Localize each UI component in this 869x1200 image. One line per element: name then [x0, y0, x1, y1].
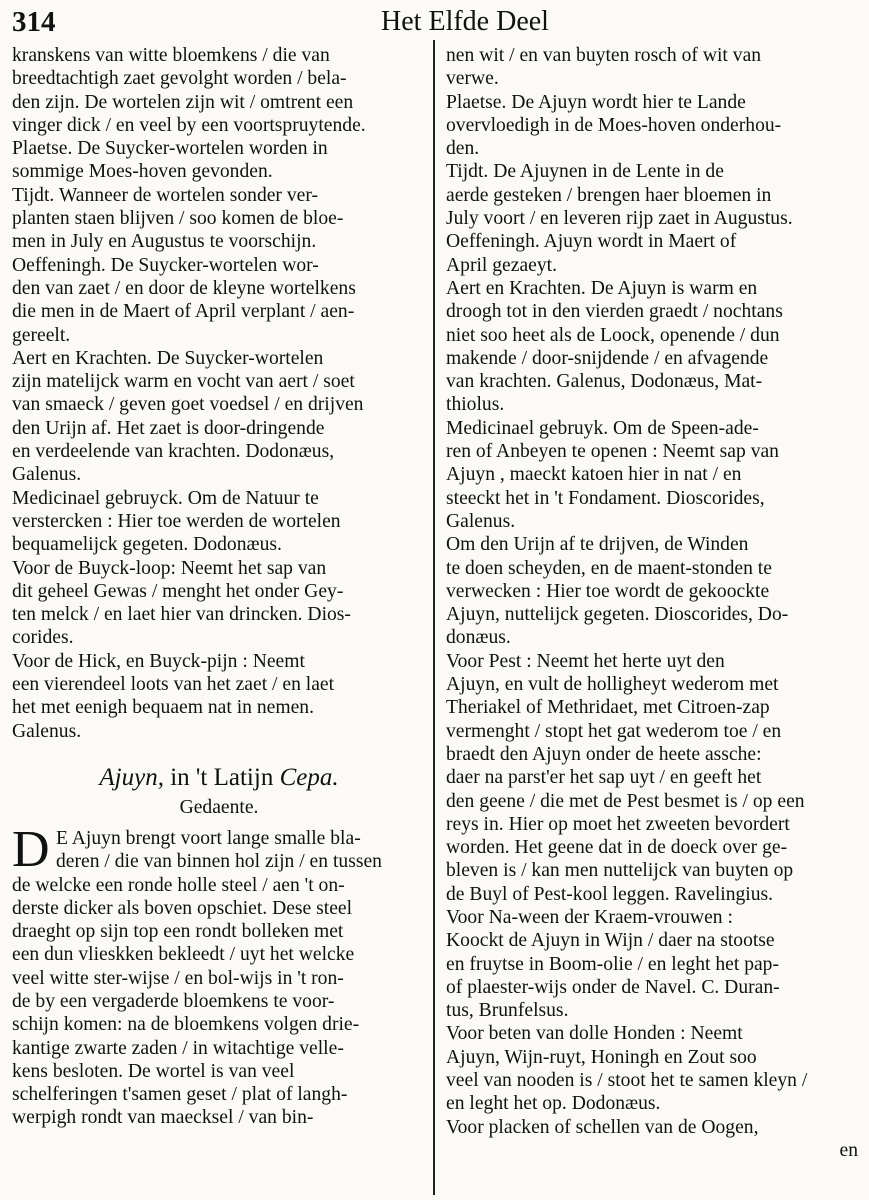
- text-line: de welcke een ronde holle steel / aen 't on-: [12, 874, 345, 896]
- text-line: verstercken : Hier toe werden de wortelen: [12, 510, 341, 532]
- right-column: [446, 44, 858, 1194]
- left-column-text: [12, 44, 426, 743]
- text-line: verwecken : Hier toe wordt de gekoockte: [446, 580, 770, 602]
- running-title: Het Elfde Deel: [381, 6, 549, 37]
- text-line: E Ajuyn brengt voort lange smalle bla-: [56, 827, 361, 849]
- text-line: den Urijn af. Het zaet is door-dringende: [12, 417, 325, 439]
- text-line: den geene / die met de Pest besmet is / op een: [446, 790, 805, 812]
- text-line: men in July en Augustus te voorschijn.: [12, 231, 317, 253]
- text-line: Voor Pest : Neemt het herte uyt den: [446, 650, 725, 672]
- text-line: Oeffeningh. De Suycker-wortelen wor-: [12, 254, 319, 276]
- text-line: daer na parst'er het sap uyt / en geeft het: [446, 767, 762, 789]
- text-line: Voor Na-ween der Kraem-vrouwen :: [446, 906, 733, 928]
- text-line: planten staen blijven / soo komen de bloe-: [12, 208, 344, 230]
- page-header: [0, 6, 869, 42]
- text-line: het met eenigh bequaem nat in nemen.: [12, 697, 314, 719]
- text-line: donæus.: [446, 627, 511, 649]
- text-line: deren / die van binnen hol zijn / en tussen: [56, 851, 382, 873]
- text-line: Ajuyn, en vult de holligheyt wederom met: [446, 674, 779, 696]
- section-heading-name: Ajuyn,: [99, 763, 164, 791]
- section-heading-mid: in 't Latijn: [163, 763, 280, 791]
- text-line: niet soo heet als de Loock, openende / dun: [446, 324, 780, 346]
- text-line: die men in de Maert of April verplant / aen-: [12, 301, 355, 323]
- right-column-text: [446, 44, 858, 1139]
- text-line: droogh tot in den vierden graedt / nochtans: [446, 301, 783, 323]
- text-line: Koockt de Ajuyn in Wijn / daer na stootse: [446, 930, 775, 952]
- text-line: gereelt.: [12, 324, 71, 346]
- text-line: Galenus.: [12, 720, 82, 742]
- text-line: een dun vlieskken bekleedt / uyt het welcke: [12, 944, 355, 966]
- section-heading: [12, 761, 426, 795]
- text-line: breedtachtigh zaet gevolght worden / bela-: [12, 68, 347, 90]
- text-line: den van zaet / en door de kleyne wortelkens: [12, 277, 356, 299]
- text-line: van smaeck / geven goet voedsel / en drijven: [12, 394, 364, 416]
- text-line: Aert en Krachten. De Suycker-wortelen: [12, 347, 324, 369]
- text-line: draeght op sijn top een rondt bolleken met: [12, 921, 344, 943]
- dropcap-paragraph: [12, 820, 426, 1130]
- text-line: worden. Het geene dat in de doeck over ge-: [446, 837, 788, 859]
- text-line: April gezaeyt.: [446, 254, 557, 276]
- text-line: sommige Moes-hoven gevonden.: [12, 161, 273, 183]
- text-line: Tijdt. De Ajuynen in de Lente in de: [446, 161, 724, 183]
- text-line: kranskens van witte bloemkens / die van: [12, 45, 330, 66]
- text-line: kantige zwarte zaden / in witachtige velle-: [12, 1037, 344, 1059]
- text-line: vermenght / stopt het gat wederom toe / en: [446, 720, 782, 742]
- text-line: Aert en Krachten. De Ajuyn is warm en: [446, 277, 758, 299]
- drop-capital: D: [12, 820, 50, 878]
- text-line: Medicinael gebruyk. Om de Speen-ade-: [446, 417, 759, 439]
- text-line: en fruytse in Boom-olie / en leght het pap-: [446, 953, 780, 975]
- text-line: Voor de Buyck-loop: Neemt het sap van: [12, 557, 327, 579]
- text-line: schelferingen t'samen geset / plat of langh-: [12, 1084, 348, 1106]
- text-line: schijn komen: na de bloemkens volgen drie-: [12, 1014, 360, 1036]
- text-line: nen wit / en van buyten rosch of wit van: [446, 45, 762, 66]
- text-line: corides.: [12, 627, 74, 649]
- text-line: veel witte ster-wijse / en bol-wijs in 't ron-: [12, 967, 344, 989]
- text-line: Medicinael gebruyck. Om de Natuur te: [12, 487, 319, 509]
- text-line: Theriakel of Methridaet, met Citroen-zap: [446, 697, 770, 719]
- text-line: dit geheel Gewas / menght het onder Gey-: [12, 580, 344, 602]
- left-column: [12, 44, 426, 1194]
- text-line: den.: [446, 138, 480, 160]
- text-line: ten melck / en laet hier van drincken. Dios-: [12, 604, 351, 626]
- text-line: Om den Urijn af te drijven, de Winden: [446, 534, 749, 556]
- text-line: ren of Anbeyen te openen : Neemt sap van: [446, 441, 779, 463]
- text-line: kens besloten. De wortel is van veel: [12, 1060, 295, 1082]
- text-line: thiolus.: [446, 394, 505, 416]
- description-text: [12, 820, 426, 1130]
- text-line: Ajuyn, nuttelijck gegeten. Dioscorides, Do-: [446, 604, 789, 626]
- text-line: derste dicker als boven opschiet. Dese steel: [12, 897, 353, 919]
- text-line: Voor beten van dolle Honden : Neemt: [446, 1023, 743, 1045]
- text-line: overvloedigh in de Moes-hoven onderhou-: [446, 114, 782, 136]
- text-line: Galenus.: [446, 510, 516, 532]
- text-line: Ajuyn , maeckt katoen hier in nat / en: [446, 464, 742, 486]
- text-line: te doen scheyden, en de maent-stonden te: [446, 557, 772, 579]
- text-line: een vierendeel loots van het zaet / en laet: [12, 674, 335, 696]
- text-line: de Buyl of Pest-kool leggen. Ravelingius.: [446, 883, 774, 905]
- text-line: steeckt het in 't Fondament. Dioscorides,: [446, 487, 765, 509]
- column-divider: [433, 40, 435, 1195]
- text-line: makende / door-snijdende / en afvagende: [446, 347, 769, 369]
- text-line: van krachten. Galenus, Dodonæus, Mat-: [446, 371, 763, 393]
- text-line: tus, Brunfelsus.: [446, 1000, 569, 1022]
- text-line: July voort / en leveren rijp zaet in Augustus.: [446, 208, 793, 230]
- text-line: den zijn. De wortelen zijn wit / omtrent een: [12, 91, 354, 113]
- text-line: braedt den Ajuyn onder de heete assche:: [446, 743, 762, 765]
- text-line: reys in. Hier op moet het zweeten bevordert: [446, 813, 790, 835]
- text-line: werpigh rondt van maecksel / van bin-: [12, 1107, 314, 1129]
- text-line: Plaetse. De Ajuyn wordt hier te Lande: [446, 91, 746, 113]
- text-line: bequamelijck gegeten. Dodonæus.: [12, 534, 282, 556]
- text-line: zijn matelijck warm en vocht van aert / soet: [12, 371, 355, 393]
- section-heading-latin: Cepa.: [279, 763, 339, 791]
- text-line: Voor de Hick, en Buyck-pijn : Neemt: [12, 650, 305, 672]
- text-line: of plaester-wijs onder de Navel. C. Duran-: [446, 976, 780, 998]
- section-subheading: Gedaente.: [179, 796, 259, 818]
- text-line: Plaetse. De Suycker-wortelen worden in: [12, 138, 328, 160]
- text-line: Tijdt. Wanneer de wortelen sonder ver-: [12, 184, 319, 206]
- text-line: Galenus.: [12, 464, 82, 486]
- text-line: en leght het op. Dodonæus.: [446, 1093, 661, 1115]
- text-line: bleven is / kan men nuttelijck van buyten op: [446, 860, 794, 882]
- text-line: Ajuyn, Wijn-ruyt, Honingh en Zout soo: [446, 1046, 757, 1068]
- page-number: 314: [12, 6, 56, 38]
- text-line: aerde gesteken / brengen haer bloemen in: [446, 184, 772, 206]
- text-line: vinger dick / en veel by een voortspruytende.: [12, 114, 366, 136]
- catchword: en: [839, 1139, 858, 1161]
- text-line: Voor placken of schellen van de Oogen,: [446, 1116, 759, 1138]
- text-line: de by een vergaderde bloemkens te voor-: [12, 990, 335, 1012]
- text-line: verwe.: [446, 68, 499, 90]
- text-line: Oeffeningh. Ajuyn wordt in Maert of: [446, 231, 737, 253]
- text-line: en verdeelende van krachten. Dodonæus,: [12, 441, 335, 463]
- text-line: veel van nooden is / stoot het te samen kleyn /: [446, 1070, 808, 1092]
